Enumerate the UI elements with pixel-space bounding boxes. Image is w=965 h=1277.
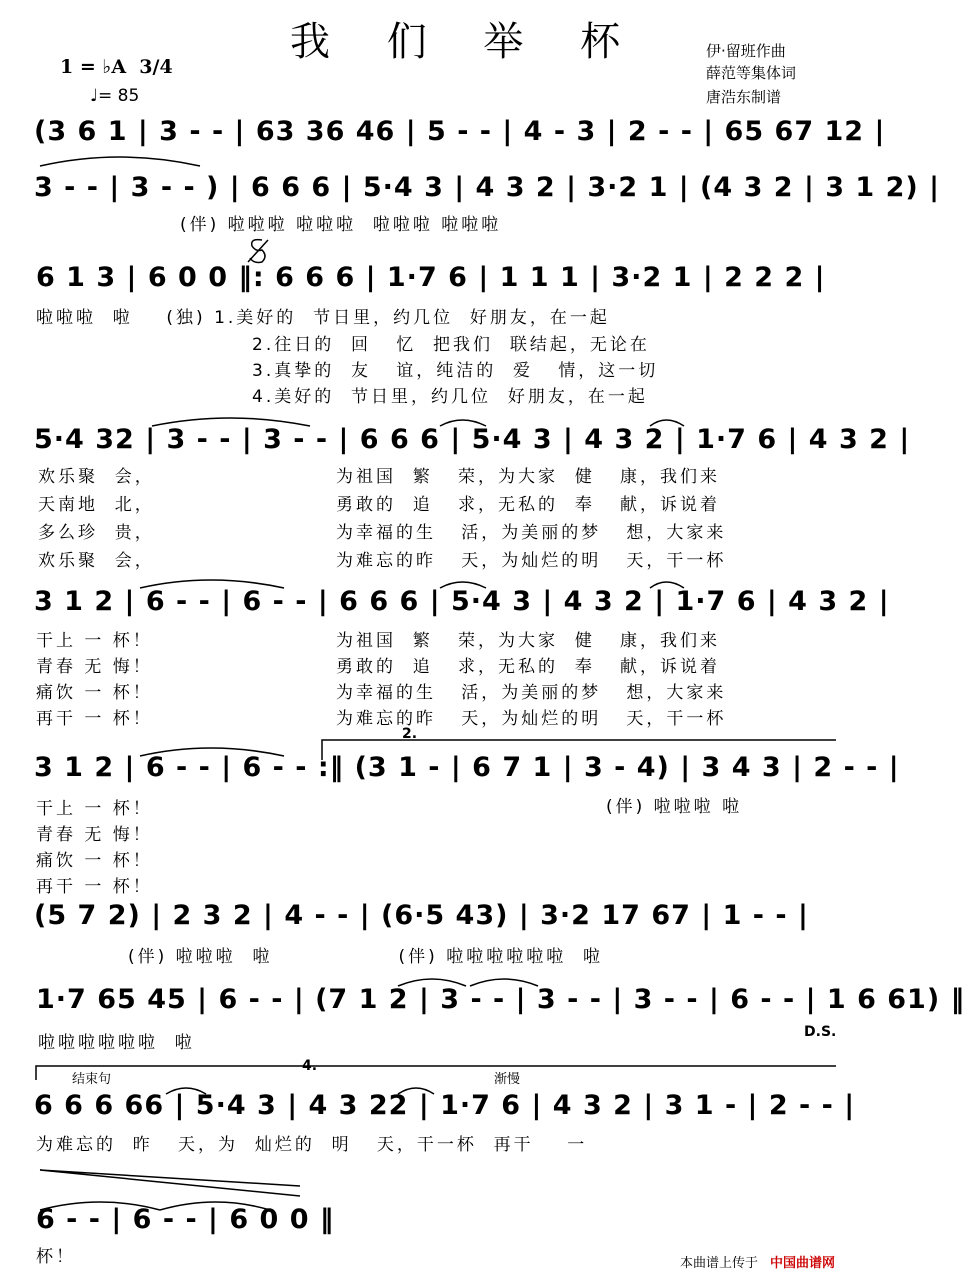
lyric-line-6-right: (伴) 啦啦啦 啦 xyxy=(606,797,743,817)
notation-line-6: 3 1 2 | 6 - - | 6 - - :‖ (3 1 - | 6 7 1 | 3 - 4) | 3 4 3 | 2 - - | xyxy=(34,752,900,783)
lyric-line-2: (伴) 啦啦啦 啦啦啦 啦啦啦 啦啦啦 xyxy=(180,215,502,235)
lyric-line-5-right-1: 为祖国 繁 荣，为大家 健 康，我们来 xyxy=(336,631,721,651)
lyric-line-6-verse-3: 痛饮 一 杯！ xyxy=(36,851,153,871)
tie-arc xyxy=(160,1202,270,1210)
coda-label: 结束句 xyxy=(72,1072,112,1087)
page-title: 我 们 举 杯 xyxy=(290,19,643,65)
lyric-line-6-verse-1: 干上 一 杯！ xyxy=(36,799,153,819)
composer-credit: 伊·留班作曲 xyxy=(706,42,786,60)
lyric-line-4-right-1: 为祖国 繁 荣，为大家 健 康，我们来 xyxy=(336,467,721,487)
lyric-line-3-verse-2: 2.往日的 回 忆 把我们 联结起，无论在 xyxy=(252,335,650,355)
lyric-line-5-verse-1: 干上 一 杯！ xyxy=(36,631,153,651)
notation-line-9: 6 6 6 66 | 5·4 3 | 4 3 22 | 1·7 6 | 4 3 2 | 3 1 - | 2 - - | xyxy=(34,1090,856,1121)
lyric-line-4-right-2: 勇敢的 追 求，无私的 奉 献，诉说着 xyxy=(336,495,721,515)
lyric-line-4-verse-1: 欢乐聚 会， xyxy=(38,467,155,487)
tie-arc xyxy=(398,979,466,986)
tie-arc xyxy=(650,582,684,588)
tie-arc xyxy=(650,420,684,426)
lyric-line-5-verse-4: 再干 一 杯！ xyxy=(36,709,153,729)
lyric-line-7: (伴) 啦啦啦 啦 (伴) 啦啦啦啦啦啦 啦 xyxy=(128,947,604,967)
lyric-line-4-verse-3: 多么珍 贵， xyxy=(38,523,155,543)
notation-line-4: 5·4 32 | 3 - - | 3 - - | 6 6 6 | 5·4 3 | 4 3 2 | 1·7 6 | 4 3 2 | xyxy=(34,424,911,455)
notation-line-8: 1·7 65 45 | 6 - - | (7 1 2 | 3 - - | 3 - - | 3 - - | 6 - - | 1 6 61) ‖ xyxy=(36,984,965,1015)
tie-arc xyxy=(140,580,284,588)
tempo-marking: ♩= 85 xyxy=(90,86,140,106)
lyric-line-6-verse-2: 青春 无 悔！ xyxy=(36,825,153,845)
notation-credit: 唐浩东制谱 xyxy=(706,88,782,106)
lyric-line-3-verse-1: 啦啦啦 啦 (独) 1.美好的 节日里，约几位 好朋友，在一起 xyxy=(36,308,610,328)
ritardando-label: 渐慢 xyxy=(494,1072,521,1087)
lyric-line-3-verse-4: 4.美好的 节日里，约几位 好朋友，在一起 xyxy=(252,387,648,407)
tie-arc xyxy=(166,1088,206,1094)
notation-line-3: 6 1 3 | 6 0 0 ‖: 6 6 6 | 1·7 6 | 1 1 1 | 3·2 1 | 2 2 2 | xyxy=(36,262,826,293)
tie-arc xyxy=(152,418,310,426)
lyric-line-5-verse-2: 青春 无 悔！ xyxy=(36,657,153,677)
footer-upload-text: 本曲谱上传于 xyxy=(680,1256,759,1271)
volta-bracket xyxy=(36,1066,836,1080)
notation-line-5: 3 1 2 | 6 - - | 6 - - | 6 6 6 | 5·4 3 | 4 3 2 | 1·7 6 | 4 3 2 | xyxy=(34,586,890,617)
site-logo: 中国曲谱网 xyxy=(770,1256,836,1271)
lyric-line-4-right-3: 为幸福的生 活，为美丽的梦 想，大家来 xyxy=(336,523,727,543)
tie-arc xyxy=(440,582,486,588)
lyricist-credit: 薛范等集体词 xyxy=(706,64,797,82)
notation-line-10: 6 - - | 6 - - | 6 0 0 ‖ xyxy=(36,1204,335,1235)
tie-arc xyxy=(140,748,284,756)
lyric-line-4-right-4: 为难忘的昨 天，为灿烂的明 天，干一杯 xyxy=(336,551,727,571)
lyric-line-4-verse-4: 欢乐聚 会， xyxy=(38,551,155,571)
lyric-line-9: 为难忘的 昨 天，为 灿烂的 明 天，干一杯 再干 一 xyxy=(36,1135,588,1155)
volta-2-label: 2. xyxy=(402,726,418,742)
segno-icon xyxy=(248,240,268,263)
lyric-line-5-right-2: 勇敢的 追 求，无私的 奉 献，诉说着 xyxy=(336,657,721,677)
tie-arc xyxy=(40,157,200,166)
dal-segno-mark: D.S. xyxy=(804,1024,837,1040)
notation-line-1: (3 6 1 | 3 - - | 63 36 46 | 5 - - | 4 - 3 | 2 - - | 65 67 12 | xyxy=(34,116,886,147)
key-signature: 1 = ♭A 3/4 xyxy=(60,56,173,78)
volta-bracket xyxy=(322,740,836,760)
tie-arc xyxy=(440,420,486,426)
notation-line-2: 3 - - | 3 - - ) | 6 6 6 | 5·4 3 | 4 3 2 | 3·2 1 | (4 3 2 | 3 1 2) | xyxy=(34,172,940,203)
tie-arc xyxy=(398,1088,434,1094)
lyric-line-5-right-3: 为幸福的生 活，为美丽的梦 想，大家来 xyxy=(336,683,727,703)
tie-arc xyxy=(470,979,538,986)
tie-arc xyxy=(40,1202,160,1210)
lyric-line-10: 杯！ xyxy=(36,1247,76,1267)
diminuendo-hairpin xyxy=(40,1170,300,1196)
lyric-line-5-right-4: 为难忘的昨 天，为灿烂的明 天，干一杯 xyxy=(336,709,727,729)
lyric-line-5-verse-3: 痛饮 一 杯！ xyxy=(36,683,153,703)
volta-4-label: 4. xyxy=(302,1058,318,1074)
lyric-line-3-verse-3: 3.真挚的 友 谊，纯洁的 爱 情，这一切 xyxy=(252,361,659,381)
notation-line-7: (5 7 2) | 2 3 2 | 4 - - | (6·5 43) | 3·2 17 67 | 1 - - | xyxy=(34,900,809,931)
lyric-line-4-verse-2: 天南地 北， xyxy=(38,495,155,515)
lyric-line-8: 啦啦啦啦啦啦 啦 xyxy=(38,1033,195,1053)
lyric-line-6-verse-4: 再干 一 杯！ xyxy=(36,877,153,897)
